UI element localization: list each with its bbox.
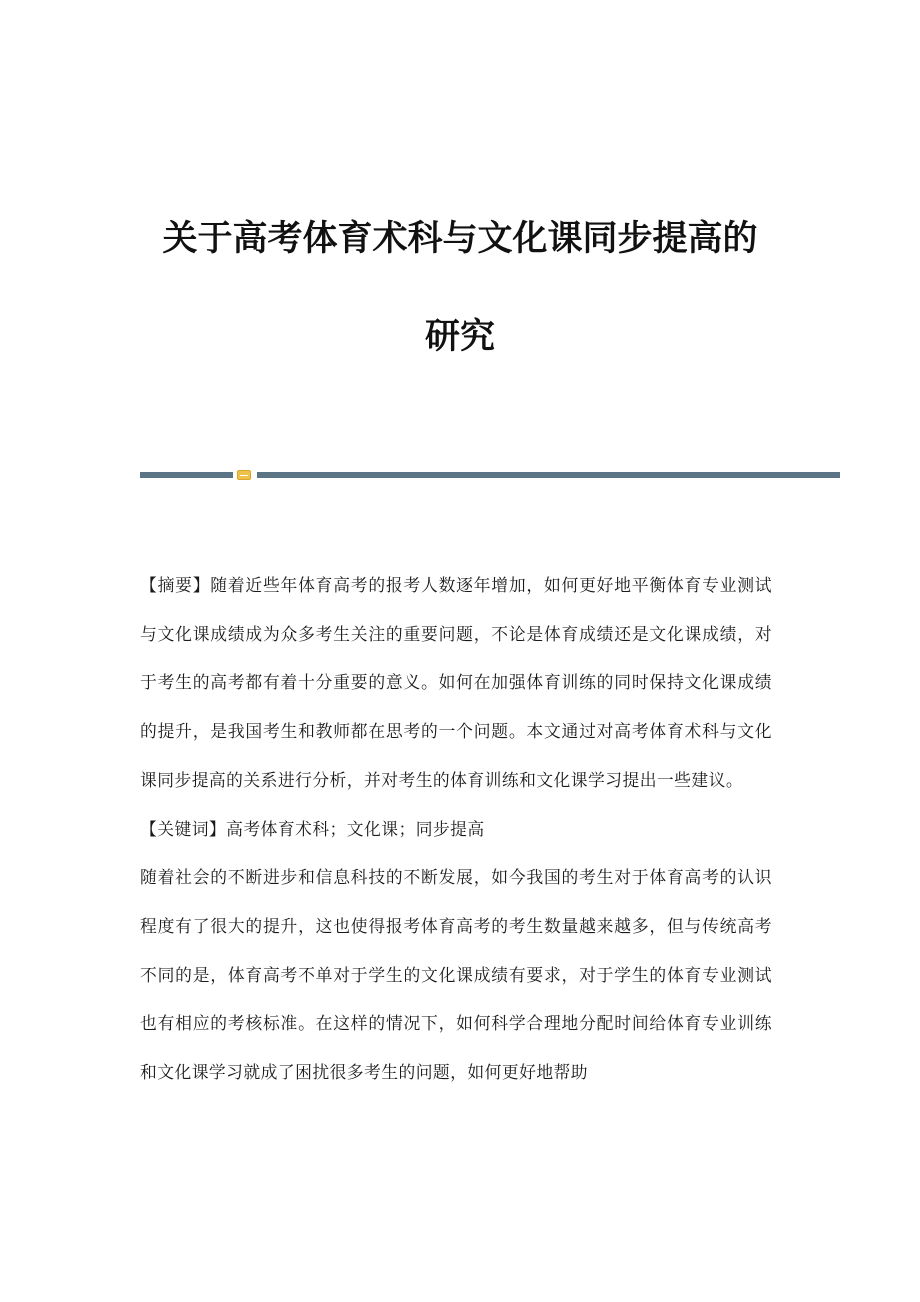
page-title-line-1: 关于高考体育术科与文化课同步提高的 [162,219,758,259]
title-divider [140,470,840,479]
divider-ornament-icon [237,470,251,480]
divider-bar-right [257,472,840,478]
document-body [140,561,772,1097]
abstract-text: 随着近些年体育高考的报考人数逐年增加，如何更好地平衡体育专业测试与文化课成绩成为众多考生关注的重要问题，不论是体育成绩还是文化课成绩，对于考生的高考都有着十分重要的意义。如何在加强体育训练的同时保持文化课成绩的提升，是我国考生和教师都在思考的一个问题。本文通过对高考体育术科与文化课同步提高的关系进行分析，并对考生的体育训练和文化课学习提出一些建议。 [140,575,772,790]
page-title-line-2: 研究 [424,317,495,357]
abstract-paragraph [140,561,772,805]
keywords-text: 高考体育术科；文化课；同步提高 [226,818,485,839]
body-paragraph: 随着社会的不断进步和信息科技的不断发展，如今我国的考生对于体育高考的认识程度有了很大的提升，这也使得报考体育高考的考生数量越来越多，但与传统高考不同的是，体育高考不单对于学生的文化课成绩有要求，对于学生的体育专业测试也有相应的考核标准。在这样的情况下，如何科学合理地分配时间给体育专业训练和文化课学习就成了困扰很多考生的问题，如何更好地帮助 [140,867,772,1083]
keywords-paragraph [140,805,772,854]
keywords-label: 【关键词】 [140,818,227,839]
abstract-label: 【摘要】 [140,575,211,595]
divider-bar-left [140,472,233,478]
